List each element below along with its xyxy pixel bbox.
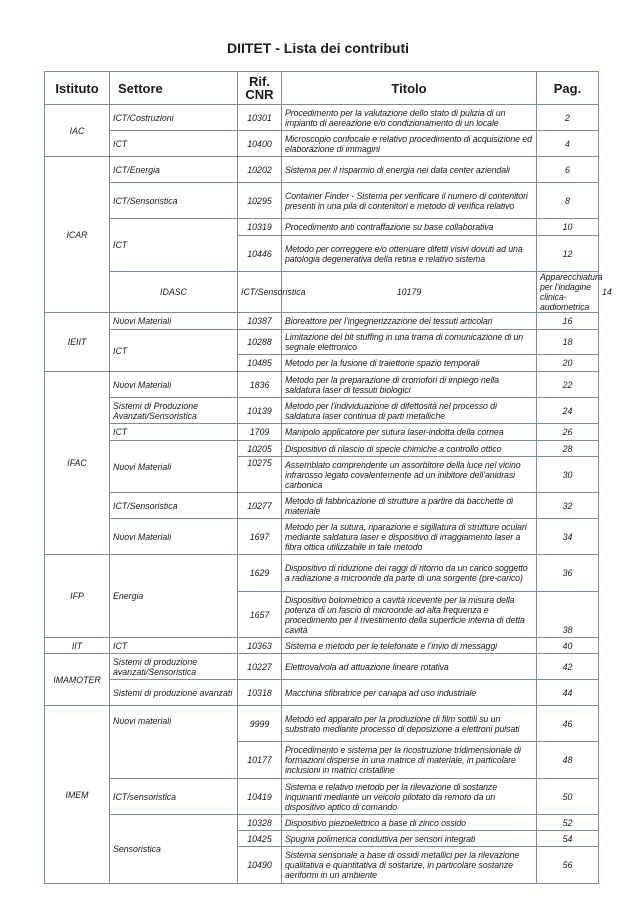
table-row xyxy=(45,779,599,815)
pag-cell: 54 xyxy=(537,831,599,847)
table-row: IDASC ICT/Sensoristica 10179 Apparecchiatura per l’indagine clinica-audiometrica 14 xyxy=(45,272,599,313)
pag-cell: 36 xyxy=(537,555,599,592)
titolo-cell: Sistema per il risparmio di energia nei data center aziendali xyxy=(282,157,537,183)
pag-cell: 34 xyxy=(537,519,599,555)
titolo-cell: Spugna polimerica conduttiva per sensori integrati xyxy=(282,831,537,847)
pag-cell: 40 xyxy=(537,638,599,654)
settore-cell: Sistemi di Produzione Avanzati/Sensoristica xyxy=(110,398,238,424)
titolo-cell: Manipolo applicatore per sutura laser-indotta della cornea xyxy=(282,424,537,441)
settore-cell: Nuovi Materiali xyxy=(110,372,238,398)
titolo-cell: Metodo per l’individuazione di difettosità nel processo di saldatura laser continua di parti metalliche xyxy=(282,398,537,424)
settore-cell: ICT xyxy=(110,219,238,272)
contributions-table xyxy=(44,71,612,884)
settore-cell: ICT xyxy=(110,131,238,157)
settore-cell: Sensoristica xyxy=(110,815,238,884)
table-row xyxy=(45,638,599,654)
titolo-cell: Metodo per correggere e/o ottenuare difetti visivi dovuti ad una patologia degenerativa della retina e relativo sistema xyxy=(282,236,537,272)
titolo-cell: Dispositivo bolometrico a cavità ricevente per la misura della potenza di un fascio di microonde ad alta frequenza e procedimento per il rivestimento della superficie interna di detta cavità xyxy=(282,592,537,638)
pag-cell: 12 xyxy=(537,236,599,272)
table-row xyxy=(45,398,599,424)
settore-cell: Nuovi materiali xyxy=(110,706,238,779)
istituto-cell: IMAMOTER xyxy=(45,654,110,706)
pag-cell: 4 xyxy=(537,131,599,157)
table-row xyxy=(45,131,599,157)
page-title: DIITET - Lista dei contributi xyxy=(227,40,409,56)
pag-cell: 50 xyxy=(537,779,599,815)
table-row xyxy=(45,157,599,183)
pag-cell: 48 xyxy=(537,742,599,779)
rif-cell: 10319 xyxy=(238,219,282,236)
rif-cell: 10139 xyxy=(238,398,282,424)
rif-cell: 10419 xyxy=(238,779,282,815)
settore-cell: Nuovi Materiali xyxy=(110,441,238,493)
rif-cell: 10490 xyxy=(238,847,282,884)
pag-cell: 44 xyxy=(537,680,599,706)
rif-cell: 10387 xyxy=(238,313,282,330)
pag-cell: 28 xyxy=(537,441,599,457)
rif-cell: 10485 xyxy=(238,355,282,372)
rif-cell: 1836 xyxy=(238,372,282,398)
table-row xyxy=(45,706,599,742)
pag-cell: 6 xyxy=(537,157,599,183)
header-pag: Pag. xyxy=(537,72,599,105)
pag-cell: 16 xyxy=(537,313,599,330)
titolo-cell: Metodo di fabbricazione di strutture a partire da bacchette di materiale xyxy=(282,493,537,519)
settore-cell: Energia xyxy=(110,555,238,638)
titolo-cell: Apparecchiatura per l’indagine clinica-audiometrica xyxy=(537,272,599,313)
table-row xyxy=(45,441,599,457)
titolo-cell: Procedimento e sistema per la ricostruzione tridimensionale di formazioni disperse in una matrice di materiale, in particolare inclusioni in matrici cristalline xyxy=(282,742,537,779)
titolo-cell: Assemblato comprendente un assorbitore della luce nel vicino infrarosso legato covalentemente ad un inibitore dell’anidrasi carbonica xyxy=(282,457,537,493)
settore-cell: ICT/Sensoristica xyxy=(110,183,238,219)
table-row xyxy=(45,493,599,519)
rif-cell: 10301 xyxy=(238,105,282,131)
pag-cell: 56 xyxy=(537,847,599,884)
settore-cell: Sistemi di produzione avanzati xyxy=(110,680,238,706)
settore-cell: Sistemi di produzione avanzati/Sensoristica xyxy=(110,654,238,680)
titolo-cell: Dispositivo di riduzione dei raggi di ritorno da un carico soggetto a radiazione a microonde da parte di una sorgente (pre-carico) xyxy=(282,555,537,592)
settore-cell: Nuovi Materiali xyxy=(110,313,238,330)
settore-cell: ICT xyxy=(110,424,238,441)
table-row xyxy=(45,313,599,330)
titolo-cell: Macchina sfibratrice per canapa ad uso industriale xyxy=(282,680,537,706)
titolo-cell: Limitazione del bit stuffing in una trama di comunicazione di un segnale elettronico xyxy=(282,330,537,355)
pag-cell: 32 xyxy=(537,493,599,519)
table-row xyxy=(45,555,599,592)
table-row xyxy=(45,219,599,236)
titolo-cell: Bioreattore per l’ingegnerizzazione dei tessuti articolari xyxy=(282,313,537,330)
titolo-cell: Dispositivo di rilascio di specie chimiche a controllo ottico xyxy=(282,441,537,457)
table-row xyxy=(45,424,599,441)
istituto-cell: IIT xyxy=(45,638,110,654)
pag-cell: 52 xyxy=(537,815,599,831)
rif-cell: 1697 xyxy=(238,519,282,555)
titolo-cell: Elettrovalvola ad attuazione lineare rotativa xyxy=(282,654,537,680)
pag-cell: 2 xyxy=(537,105,599,131)
titolo-cell: Metodo per la preparazione di cromofori di impiego nella saldatura laser di tessuti biologici xyxy=(282,372,537,398)
rif-cell: 10179 xyxy=(282,272,537,313)
pag-cell: 38 xyxy=(537,592,599,638)
titolo-cell: Sistema e relativo metodo per la rilevazione di sostanze inquinanti mediante un veicolo pilotato da remoto da un dispositivo aptico di comando xyxy=(282,779,537,815)
rif-cell: 10295 xyxy=(238,183,282,219)
istituto-cell: IDASC xyxy=(110,272,238,313)
pag-cell: 46 xyxy=(537,706,599,742)
table-header-row xyxy=(45,72,599,105)
istituto-cell: IFAC xyxy=(45,372,110,555)
rif-cell: 10205 xyxy=(238,441,282,457)
rif-cell: 1629 xyxy=(238,555,282,592)
table-row xyxy=(45,183,599,219)
settore-cell: ICT/sensoristica xyxy=(110,779,238,815)
rif-cell: 10446 xyxy=(238,236,282,272)
settore-cell: ICT xyxy=(110,638,238,654)
rif-cell: 10328 xyxy=(238,815,282,831)
titolo-cell: Procedimento anti contraffazione su base collaborativa xyxy=(282,219,537,236)
rif-cell: 10227 xyxy=(238,654,282,680)
table-row xyxy=(45,519,599,555)
rif-cell: 9999 xyxy=(238,706,282,742)
titolo-cell: Procedimento per la valutazione dello stato di pulizia di un impianto di aereazione e/o condizionamento di un locale xyxy=(282,105,537,131)
table-row xyxy=(45,815,599,831)
table-row xyxy=(45,654,599,680)
rif-cell: 1709 xyxy=(238,424,282,441)
settore-cell: ICT xyxy=(110,330,238,372)
titolo-cell: Microscopio confocale e relativo procedimento di acquisizione ed elaborazione di immagini xyxy=(282,131,537,157)
rif-cell: 10177 xyxy=(238,742,282,779)
table-row xyxy=(45,105,599,131)
rif-cell: 10275 xyxy=(238,457,282,493)
titolo-cell: Sistema sensoriale a base di ossidi metallici per la rilevazione qualitativa e quantitativa di sostanze, in particolare sostanze aeriformi in un ambiente xyxy=(282,847,537,884)
titolo-cell: Sistema e metodo per le telefonate e l’invio di messaggi xyxy=(282,638,537,654)
header-rif-cnr: Rif. CNR xyxy=(238,72,282,105)
rif-cell: 10288 xyxy=(238,330,282,355)
pag-cell: 18 xyxy=(537,330,599,355)
istituto-cell: IMEM xyxy=(45,706,110,884)
rif-cell: 10425 xyxy=(238,831,282,847)
header-istituto: Istituto xyxy=(45,72,110,105)
header-titolo: Titolo xyxy=(282,72,537,105)
settore-cell: ICT/Costruzioni xyxy=(110,105,238,131)
titolo-cell: Metodo per la fusione di traiettorie spazio temporali xyxy=(282,355,537,372)
pag-cell: 20 xyxy=(537,355,599,372)
pag-cell: 30 xyxy=(537,457,599,493)
pag-cell: 10 xyxy=(537,219,599,236)
table-row xyxy=(45,372,599,398)
table-row xyxy=(45,680,599,706)
rif-cell: 1657 xyxy=(238,592,282,638)
rif-cell: 10400 xyxy=(238,131,282,157)
settore-cell: ICT/Sensoristica xyxy=(110,493,238,519)
rif-cell: 10202 xyxy=(238,157,282,183)
istituto-cell: IFP xyxy=(45,555,110,638)
table-row xyxy=(45,330,599,355)
rif-cell: 10318 xyxy=(238,680,282,706)
pag-cell: 24 xyxy=(537,398,599,424)
pag-cell: 42 xyxy=(537,654,599,680)
pag-cell: 8 xyxy=(537,183,599,219)
istituto-cell: IEIIT xyxy=(45,313,110,372)
settore-cell: ICT/Energia xyxy=(110,157,238,183)
header-settore: Settore xyxy=(110,72,238,105)
titolo-cell: Container Finder - Sistema per verificare il numero di contenitori presenti in una pila di contenitori e metodo di verifica relativo xyxy=(282,183,537,219)
istituto-cell: ICAR xyxy=(45,157,110,313)
titolo-cell: Metodo ed apparato per la produzione di film sottili su un substrato mediante processo di deposizione a elettroni pulsati xyxy=(282,706,537,742)
rif-cell: 10277 xyxy=(238,493,282,519)
pag-cell: 26 xyxy=(537,424,599,441)
titolo-cell: Metodo per la sutura, riparazione e sigillatura di strutture oculari mediante saldatura laser e dispositivo di irraggiamento laser a fibra ottica utilizzabile in tale metodo xyxy=(282,519,537,555)
settore-cell: Nuovi Materiali xyxy=(110,519,238,555)
settore-cell: ICT/Sensoristica xyxy=(238,272,282,313)
pag-cell: 22 xyxy=(537,372,599,398)
titolo-cell: Dispositivo piezoelettrico a base di zinco ossido xyxy=(282,815,537,831)
istituto-cell: IAC xyxy=(45,105,110,157)
rif-cell: 10363 xyxy=(238,638,282,654)
